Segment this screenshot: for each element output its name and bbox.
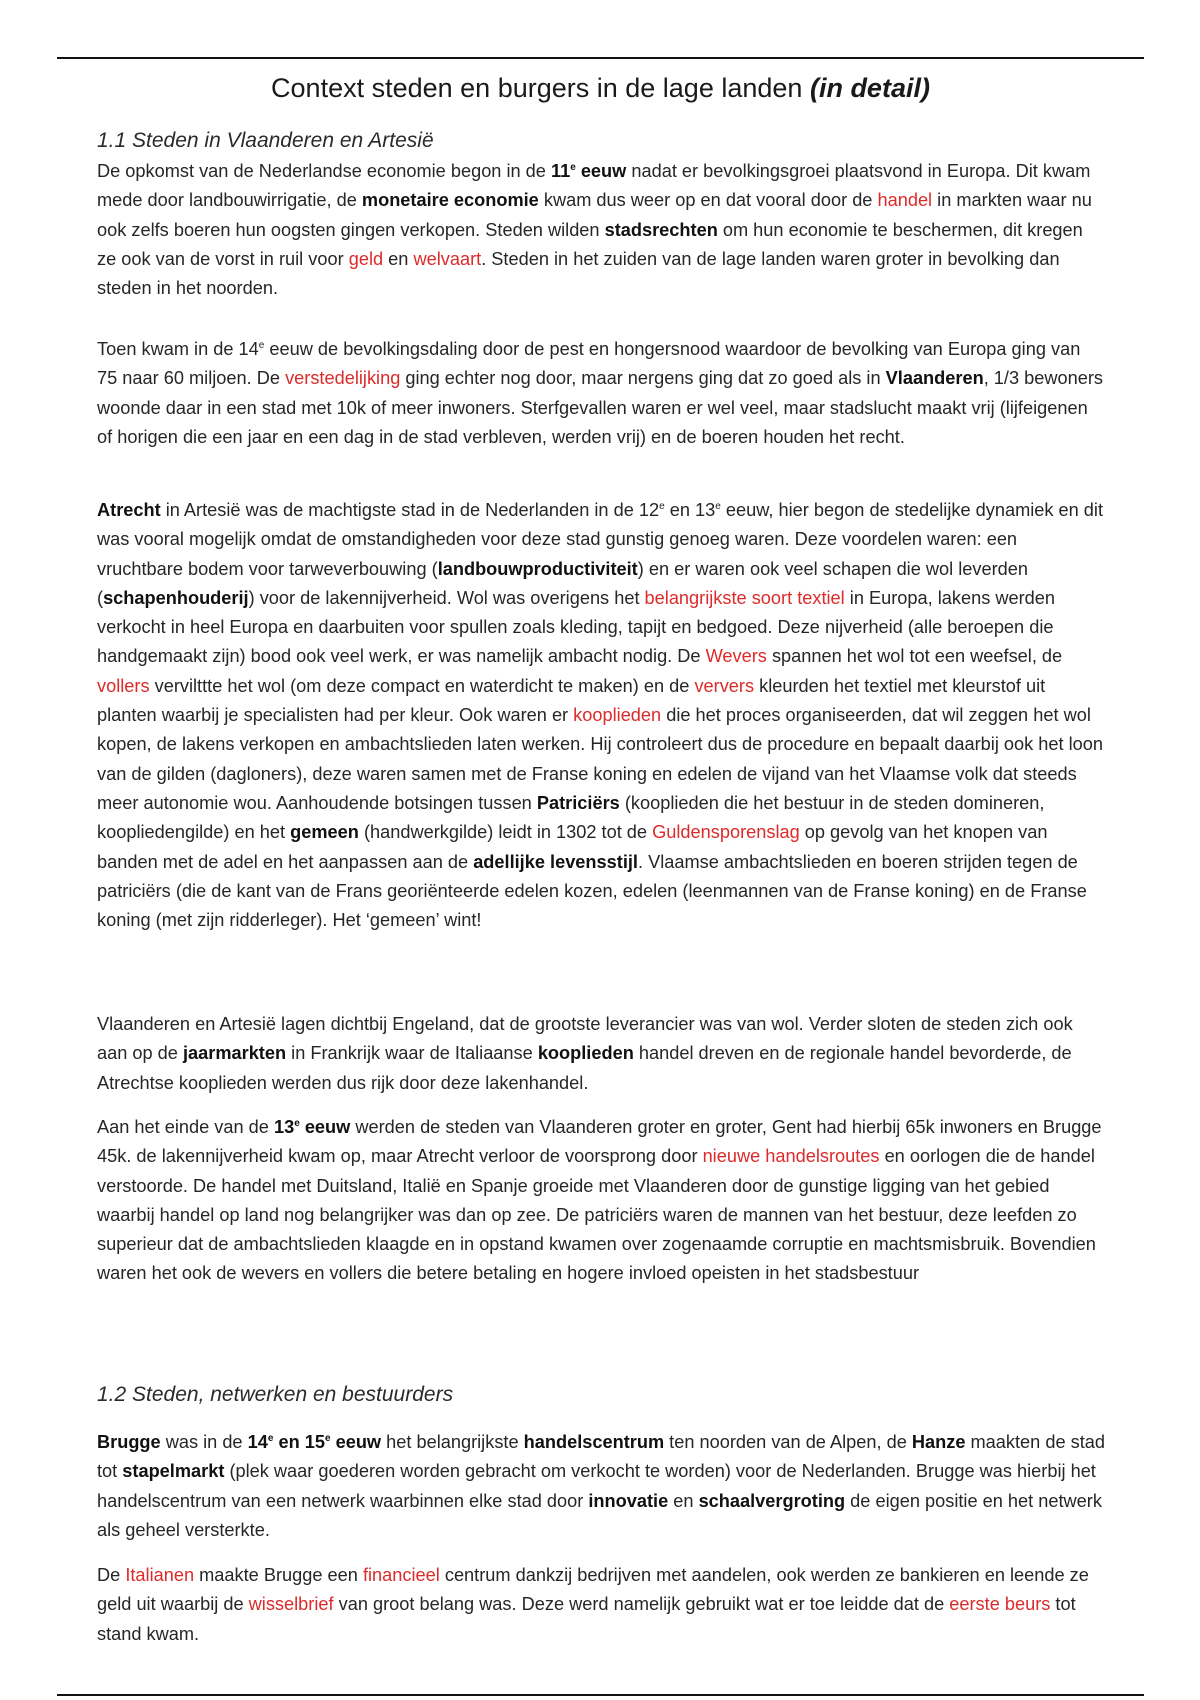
paragraph: Aan het einde van de 13e eeuw werden de steden van Vlaanderen groter en groter, Gent had hierbij 65k inwoners en Brugge 45k. de lakennijverheid kwam op, maar Atrecht verloor de voorsprong door nieuwe handelsroutes en oorlogen die de handel verstoorde. De handel met Duitsland, Italië en Spanje groeide met Vlaanderen door de gunstige ligging van het gebied waarbij handel op land nog belangrijker was dan op zee. De patriciërs waren de mannen van het bestuur, deze leefden zo superieur dat de ambachtslieden klaagde en in opstand kwamen over zogenaamde corruptie en machtsmisbruik. Bovendien waren het ook de wevers en vollers die betere betaling en hogere invloed opeisten in het stadsbestuur [97, 1117, 1102, 1284]
bottom-rule [57, 1694, 1144, 1696]
document-title [57, 70, 1144, 106]
title-text: Context steden en burgers in de lage landen [271, 73, 803, 103]
paragraph: Atrecht in Artesië was de machtigste stad in de Nederlanden in de 12e en 13e eeuw, hier begon de stedelijke dynamiek en dit was vooral mogelijk omdat de omstandigheden voor deze stad gunstig genoeg waren. Deze voordelen waren: een vruchtbare bodem voor tarweverbouwing (landbouwproductiviteit) en er waren ook veel schapen die wol leverden (schapenhouderij) voor de lakennijverheid. Wol was overigens het belangrijkste soort textiel in Europa, lakens werden verkocht in heel Europa en daarbuiten voor spullen zoals kleding, tapijt en bedgoed. Deze nijverheid (alle beroepen die handgemaakt zijn) bood ook veel werk, er was namelijk ambacht nodig. De Wevers spannen het wol tot een weefsel, de vollers vervilttte het wol (om deze compact en waterdicht te maken) en de ververs kleurden het textiel met kleurstof uit planten waarbij je specialisten had per kleur. Ook waren er kooplieden die het proces organiseerden, dat wil zeggen het wol kopen, de lakens verkopen en ambachtslieden laten werken. Hij controleert dus de procedure en bepaalt daarbij ook het loon van de gilden (dagloners), deze waren samen met de Franse koning en edelen de vijand van het Vlaamse volk dat steeds meer autonomie wou. Aanhoudende botsingen tussen Patriciërs (kooplieden die het bestuur in de steden domineren, koopliedengilde) en het gemeen (handwerkgilde) leidt in 1302 tot de Guldensporenslag op gevolg van het knopen van banden met de adel en het aanpassen aan de adellijke levensstijl. Vlaamse ambachtslieden en boeren strijden tegen de patriciërs (die de kant van de Frans georiënteerde edelen kozen, edelen (leenmannen van de Franse koning) en de Franse koning (met zijn ridderleger). Het ‘gemeen’ wint! [97, 500, 1104, 931]
section-2-paragraph-1 [97, 1428, 1105, 1545]
section-1-paragraph-3 [97, 496, 1105, 935]
section-1 [97, 126, 1105, 156]
section-1-paragraph-5 [97, 1113, 1105, 1289]
section-heading-1-1: 1.1 Steden in Vlaanderen en Artesië [97, 129, 434, 152]
paragraph: Toen kwam in de 14e eeuw de bevolkingsdaling door de pest en hongersnood waardoor de bevolking van Europa ging van 75 naar 60 miljoen. De verstedelijking ging echter nog door, maar nergens ging dat zo goed als in Vlaanderen, 1/3 bewoners woonde daar in een stad met 10k of meer inwoners. Sterfgevallen waren er wel veel, maar stadslucht maakt vrij (lijfeigenen of horigen die een jaar en een dag in de stad verbleven, werden vrij) en de boeren houden het recht. [97, 339, 1104, 447]
section-heading-1-2: 1.2 Steden, netwerken en bestuurders [97, 1383, 454, 1406]
paragraph: Brugge was in de 14e en 15e eeuw het belangrijkste handelscentrum ten noorden van de Alpen, de Hanze maakten de stad tot stapelmarkt (plek waar goederen worden gebracht om verkocht te worden) voor de Nederlanden. Brugge was hierbij het handelscentrum van een netwerk waarbinnen elke stad door innovatie en schaalvergroting de eigen positie en het netwerk als geheel versterkte. [97, 1432, 1105, 1540]
top-rule [57, 57, 1144, 59]
section-1-paragraph-2 [97, 335, 1105, 452]
section-1-paragraph-4 [97, 1010, 1105, 1098]
paragraph: Vlaanderen en Artesië lagen dichtbij Engeland, dat de grootste leverancier was van wol. Verder sloten de steden zich ook aan op de jaarmarkten in Frankrijk waar de Italiaanse kooplieden handel dreven en de regionale handel bevorderde, de Atrechtse kooplieden werden dus rijk door deze lakenhandel. [97, 1014, 1073, 1093]
section-2 [97, 1380, 1105, 1410]
paragraph: De Italianen maakte Brugge een financieel centrum dankzij bedrijven met aandelen, ook werden ze bankieren en leende ze geld uit waarbij de wisselbrief van groot belang was. Deze werd namelijk gebruikt wat er toe leidde dat de eerste beurs tot stand kwam. [97, 1565, 1089, 1644]
paragraph: De opkomst van de Nederlandse economie begon in de 11e eeuw nadat er bevolkingsgroei plaatsvond in Europa. Dit kwam mede door landbouwirrigatie, de monetaire economie kwam dus weer op en dat vooral door de handel in markten waar nu ook zelfs boeren hun oogsten gingen verkopen. Steden wilden stadsrechten om hun economie te beschermen, dit kregen ze ook van de vorst in ruil voor geld en welvaart. Steden in het zuiden van de lage landen waren groter in bevolking dan steden in het noorden. [97, 161, 1092, 299]
section-1-paragraph-1 [97, 157, 1105, 303]
title-emphasis: (in detail) [809, 73, 930, 103]
section-2-paragraph-2 [97, 1561, 1105, 1649]
